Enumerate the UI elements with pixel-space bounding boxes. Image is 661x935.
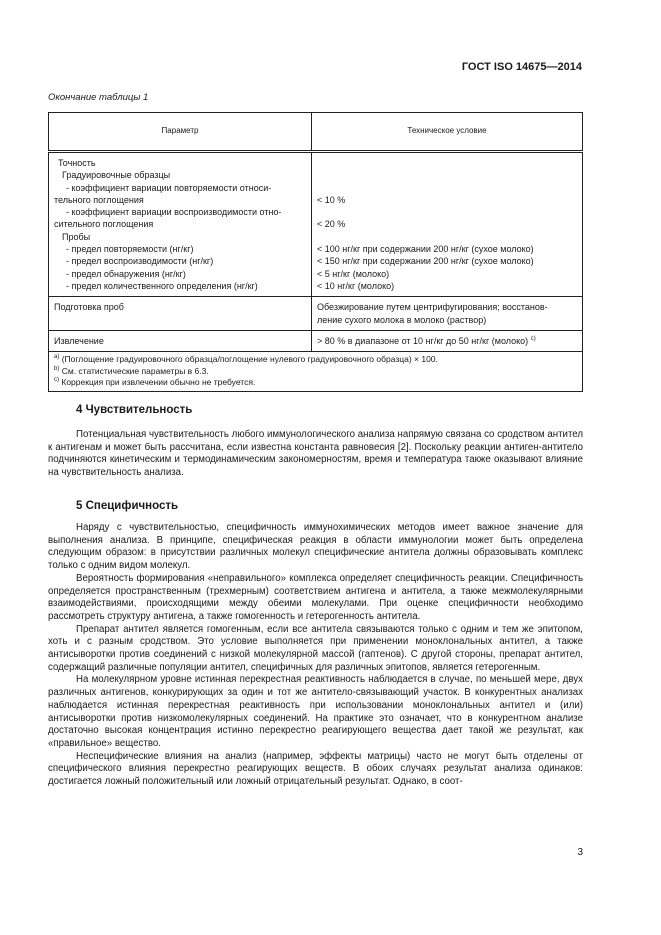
section-4-body bbox=[48, 429, 583, 480]
footnote-text: Коррекция при извлечении обычно не требуется. bbox=[61, 377, 256, 388]
section-5-body bbox=[48, 522, 583, 789]
extraction-condition-text: > 80 % в диапазоне от 10 нг/кг до 50 нг/кг (молоко) bbox=[317, 335, 529, 346]
table-note bbox=[54, 377, 577, 389]
paragraph: Потенциальная чувствительность любого иммунологического анализа напрямую связана со сродством антител к антигенам и может быть рассчитана, если известна константа равновесия [2]. Поскольку реакции антиген-антитело подчиняются кинетическим и термодинамическим закономерностям, время и температура также оказывают влияние на чувствительность анализа. bbox=[48, 429, 583, 479]
sample-prep-condition-cell bbox=[312, 297, 583, 331]
param-line: Точность bbox=[58, 158, 96, 168]
param-line: - предел повторяемости (нг/кг) bbox=[66, 244, 194, 255]
table-note bbox=[54, 354, 577, 366]
cond-line: ление сухого молока в молоко (раствор) bbox=[317, 314, 487, 325]
table-notes-cell bbox=[49, 352, 583, 392]
cond-line: < 100 нг/кг при содержании 200 нг/кг (сухое молоко) bbox=[317, 244, 534, 255]
extraction-condition-cell bbox=[312, 330, 583, 351]
table-row-accuracy bbox=[49, 152, 583, 297]
accuracy-parameter-cell bbox=[49, 152, 312, 297]
param-line: - коэффициент вариации воспроизводимости отно- bbox=[66, 207, 282, 218]
footnote-text: См. статистические параметры в 6.3. bbox=[61, 365, 209, 376]
footnote-mark: a) bbox=[54, 354, 60, 361]
table-row-sample-prep bbox=[49, 297, 583, 331]
cond-line: < 20 % bbox=[317, 219, 346, 230]
param-line: Градуировочные образцы bbox=[62, 170, 171, 181]
document-id: ГОСТ ISO 14675—2014 bbox=[461, 61, 582, 73]
cond-line bbox=[317, 231, 577, 243]
param-line: Пробы bbox=[62, 231, 91, 242]
specification-table bbox=[48, 112, 583, 392]
page-number: 3 bbox=[577, 847, 583, 858]
section-4-heading: 4 Чувствительность bbox=[76, 404, 193, 416]
cond-line bbox=[317, 206, 577, 218]
sample-prep-parameter-cell: Подготовка проб bbox=[49, 297, 312, 331]
footnote-mark: c) bbox=[54, 377, 59, 384]
cond-line: Обезжирование путем центрифугирования; восстанов- bbox=[317, 302, 548, 313]
table-row-extraction bbox=[49, 330, 583, 351]
extraction-parameter-cell: Извлечение bbox=[49, 330, 312, 351]
table-caption: Окончание таблицы 1 bbox=[48, 92, 149, 103]
param-line: - коэффициент вариации повторяемости относи- bbox=[66, 182, 272, 193]
paragraph: На молекулярном уровне истинная перекрестная реактивность наблюдается в случае, по меньшей мере, двух различных антигенов, конкурирующих за один и тот же антитело-связывающий участок. В конкурентных анализах наблюдается истинная перекрестная реактивность при использовании моноклональных антител и (или) антисыворотки против низкомолекулярных соединений. На практике это означает, что в конкурентном анализе достаточно высокая концентрация истинно перекрестно реагирующего вещества дает такой же результат, как «правильное» вещество. bbox=[48, 674, 583, 749]
cond-line: < 150 нг/кг при содержании 200 нг/кг (сухое молоко) bbox=[317, 256, 534, 267]
cond-line bbox=[317, 182, 577, 194]
cond-line: < 10 нг/кг (молоко) bbox=[317, 280, 395, 291]
param-line: тельного поглощения bbox=[54, 194, 144, 205]
param-line: - предел обнаружения (нг/кг) bbox=[66, 268, 186, 279]
column-header-condition: Техническое условие bbox=[312, 113, 583, 152]
paragraph: Вероятность формирования «неправильного» комплекса определяет специфичность реакции. Специфичность определяется пространственным (трехмерным) соответствием антигена и антитела, а также межмолекулярными взаимодействиями, происходящими между обеими молекулами. При оценке специфичности необходимо рассмотреть структуру антигена, а также гомогенность и гетерогенность антитела. bbox=[48, 572, 583, 622]
accuracy-condition-cell bbox=[312, 152, 583, 297]
paragraph: Неспецифические влияния на анализ (например, эффекты матрицы) часто не могут быть отделены от специфического влияния перекрестно реагирующих веществ. В обоих случаях результат анализа одинаков: достигается ложный положительный или ложный отрицательный результат. Однако, в соот- bbox=[48, 750, 583, 788]
table-notes-row bbox=[49, 352, 583, 392]
param-line: - предел воспроизводимости (нг/кг) bbox=[66, 256, 214, 267]
cond-line: < 5 нг/кг (молоко) bbox=[317, 268, 390, 279]
param-line: сительного поглощения bbox=[54, 219, 154, 230]
cond-line bbox=[317, 157, 577, 169]
footnote-mark: c) bbox=[530, 335, 536, 342]
footnote-mark: b) bbox=[54, 365, 60, 372]
table-note bbox=[54, 366, 577, 378]
table-header-row bbox=[49, 113, 583, 152]
cond-line: < 10 % bbox=[317, 194, 346, 205]
paragraph: Наряду с чувствительностью, специфичность иммунохимических методов имеет важное значение для выполнения анализа. В принципе, специфическая реакция в области иммунологии может быть определена следующим образом: в присутствии различных молекул специфические антитела должны образовывать комплекс только с одним видом молекул. bbox=[48, 522, 583, 572]
footnote-text: (Поглощение градуировочного образца/поглощение нулевого градуировочного образца) × 100. bbox=[61, 354, 438, 365]
section-5-heading: 5 Специфичность bbox=[76, 500, 179, 512]
param-line: - предел количественного определения (нг/кг) bbox=[66, 280, 258, 291]
cond-line bbox=[317, 169, 577, 181]
paragraph: Препарат антител является гомогенным, если все антитела связываются только с одним и тем же эпитопом, хоть и с разным сродством. Это условие выполняется при применении моноклональных антител, а также антисыворотки против соединений с низкой молекулярной массой (гаптенов). С другой стороны, препарат антител, содержащий различные популяции антител, специфичных для различных эпитопов, является гетерогенным. bbox=[48, 623, 583, 673]
column-header-parameter: Параметр bbox=[49, 113, 312, 152]
